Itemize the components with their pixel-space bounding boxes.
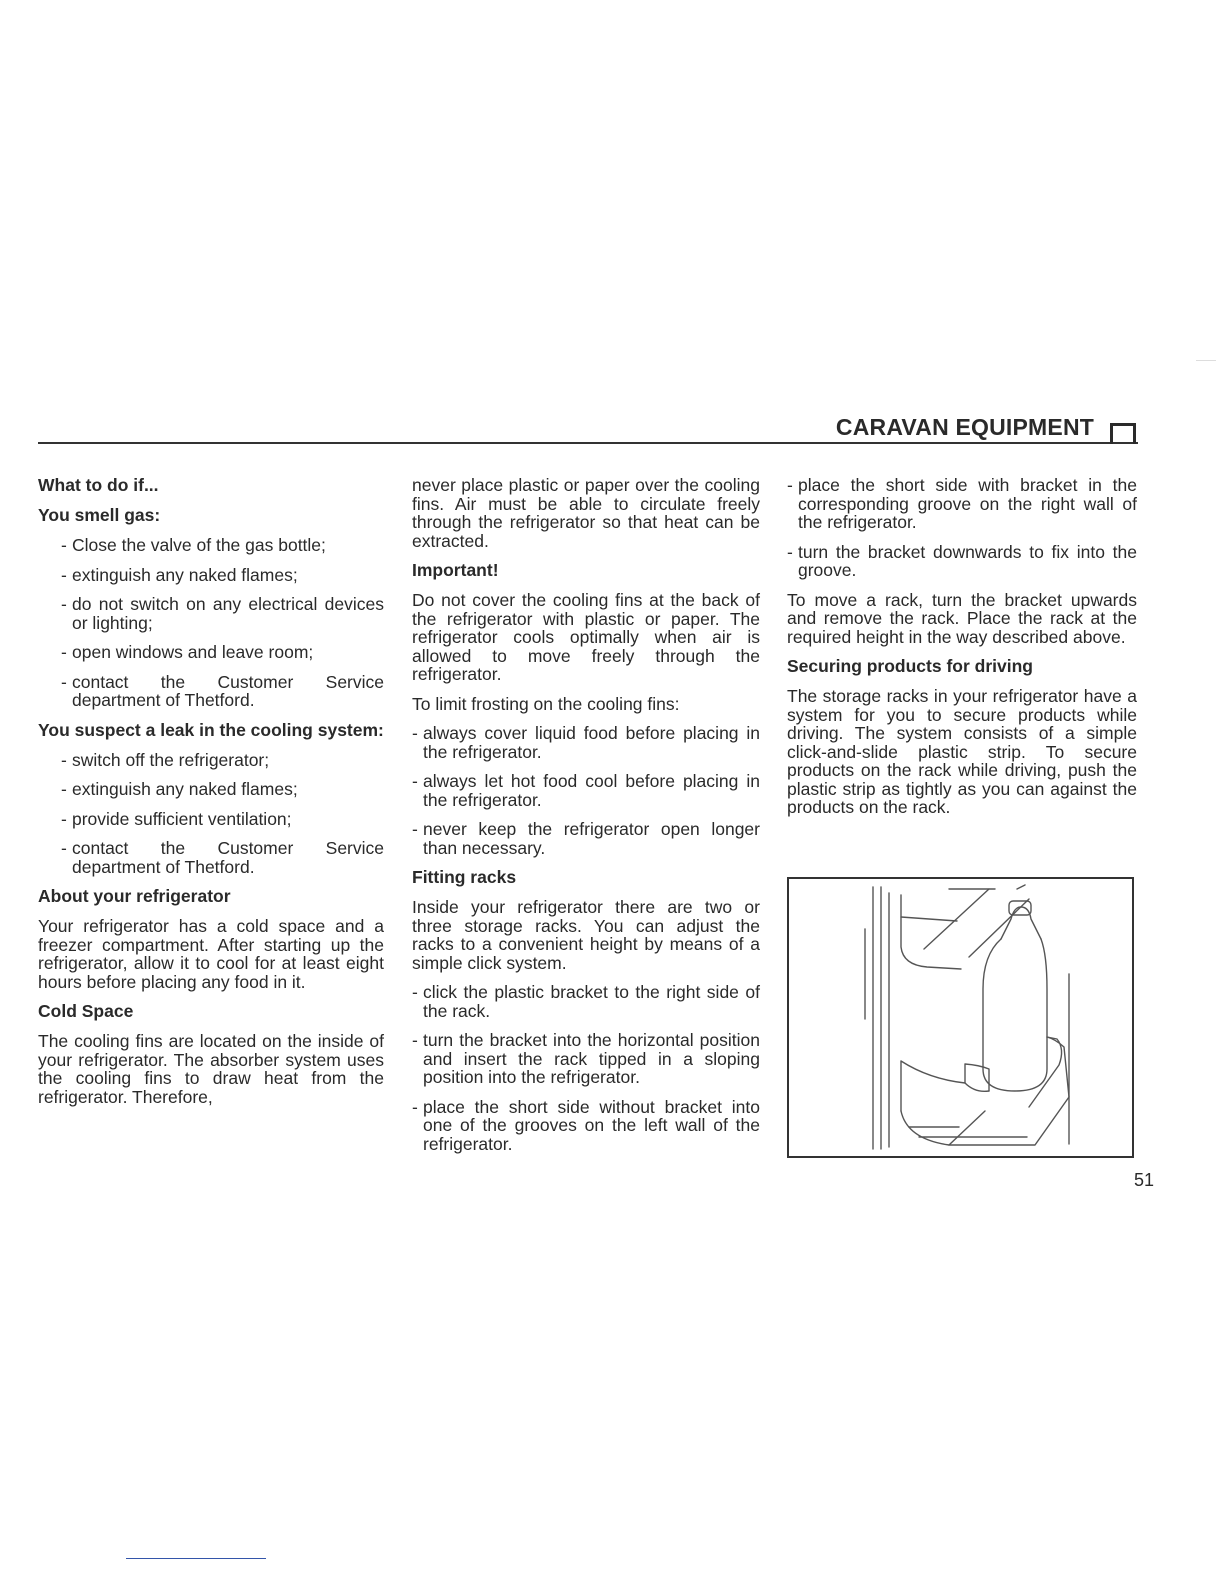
rack-illustration xyxy=(787,877,1134,1158)
list-item: - turn the bracket into the horizontal position and insert the rack tipped in a sloping position into the refrigerator. xyxy=(412,1030,760,1087)
list-item: - contact the Customer Service department of Thetford. xyxy=(61,838,384,877)
paragraph-important: Do not cover the cooling fins at the back of the refrigerator with plastic or paper. The refrigerator cools optimally when air is allowed to move freely through the refrigerator. xyxy=(412,590,760,684)
column-middle xyxy=(412,476,760,1164)
heading-about-refrigerator: About your refrigerator xyxy=(38,886,231,906)
page-edge-mark xyxy=(1196,360,1216,361)
footer-rule xyxy=(126,1558,266,1559)
list-item: - provide sufficient ventilation; xyxy=(61,808,292,829)
paragraph-move-rack: To move a rack, turn the bracket upwards and remove the rack. Place the rack at the required height in the way described above. xyxy=(787,589,1137,647)
heading-cold-space: Cold Space xyxy=(38,1001,134,1021)
list-item: - always cover liquid food before placing in the refrigerator. xyxy=(412,723,760,762)
column-right xyxy=(787,476,1137,828)
list-item: - contact the Customer Service department of Thetford. xyxy=(61,671,384,710)
section-title: CARAVAN EQUIPMENT xyxy=(835,414,1094,440)
paragraph-racks: Inside your refrigerator there are two or three storage racks. You can adjust the racks to a convenient height by means of a simple click system. xyxy=(412,897,760,973)
heading-smell-gas: You smell gas: xyxy=(38,505,161,525)
heading-important: Important! xyxy=(412,560,499,580)
heading-fitting-racks: Fitting racks xyxy=(412,867,517,887)
list-item: - click the plastic bracket to the right side of the rack. xyxy=(412,982,760,1021)
paragraph-cold-space: The cooling fins are located on the inside of your refrigerator. The absorber system uses the cooling fins to draw heat from the refrigerator. Therefore, xyxy=(38,1031,384,1107)
page-header xyxy=(38,412,1138,444)
heading-what-to-do: What to do if... xyxy=(38,475,159,495)
list-item: - open windows and leave room; xyxy=(61,642,314,662)
section-box-icon xyxy=(1110,423,1136,444)
list-item: - never keep the refrigerator open longer than necessary. xyxy=(412,819,760,858)
list-item: - Close the valve of the gas bottle; xyxy=(61,535,326,555)
paragraph-frost-intro: To limit frosting on the cooling fins: xyxy=(412,693,680,714)
paragraph-securing: The storage racks in your refrigerator have a system for you to secure products while driving. The system consists of a simple click-and-slide plastic strip. To secure products on the rack while driving, push the plastic strip as tightly as you can against the products on the rack. xyxy=(787,686,1137,817)
list-item: - extinguish any naked flames; xyxy=(61,779,298,799)
column-left xyxy=(38,476,384,1117)
rack-illustration-drawing xyxy=(789,879,1132,1156)
list-item: - switch off the refrigerator; xyxy=(61,749,270,770)
list-item: - extinguish any naked flames; xyxy=(61,564,298,585)
heading-suspect-leak: You suspect a leak in the cooling system: xyxy=(38,719,384,740)
list-item: - place the short side without bracket into one of the grooves on the left wall of the refrigerator. xyxy=(412,1096,760,1154)
list-item: - turn the bracket downwards to fix into the groove. xyxy=(787,541,1137,580)
list-item: - do not switch on any electrical devices or lighting; xyxy=(61,594,384,633)
paragraph-continued: never place plastic or paper over the cooling fins. Air must be able to circulate freely through the refrigerator so that heat can be extracted. xyxy=(412,475,760,551)
heading-securing-products: Securing products for driving xyxy=(787,656,1033,676)
page-number: 51 xyxy=(1134,1170,1155,1190)
list-item: - place the short side with bracket in the corresponding groove on the right wall of the refrigerator. xyxy=(787,475,1137,532)
list-item: - always let hot food cool before placing in the refrigerator. xyxy=(412,771,760,810)
paragraph-about: Your refrigerator has a cold space and a freezer compartment. After starting up the refrigerator, allow it to cool for at least eight hours before placing any food in it. xyxy=(38,916,384,992)
